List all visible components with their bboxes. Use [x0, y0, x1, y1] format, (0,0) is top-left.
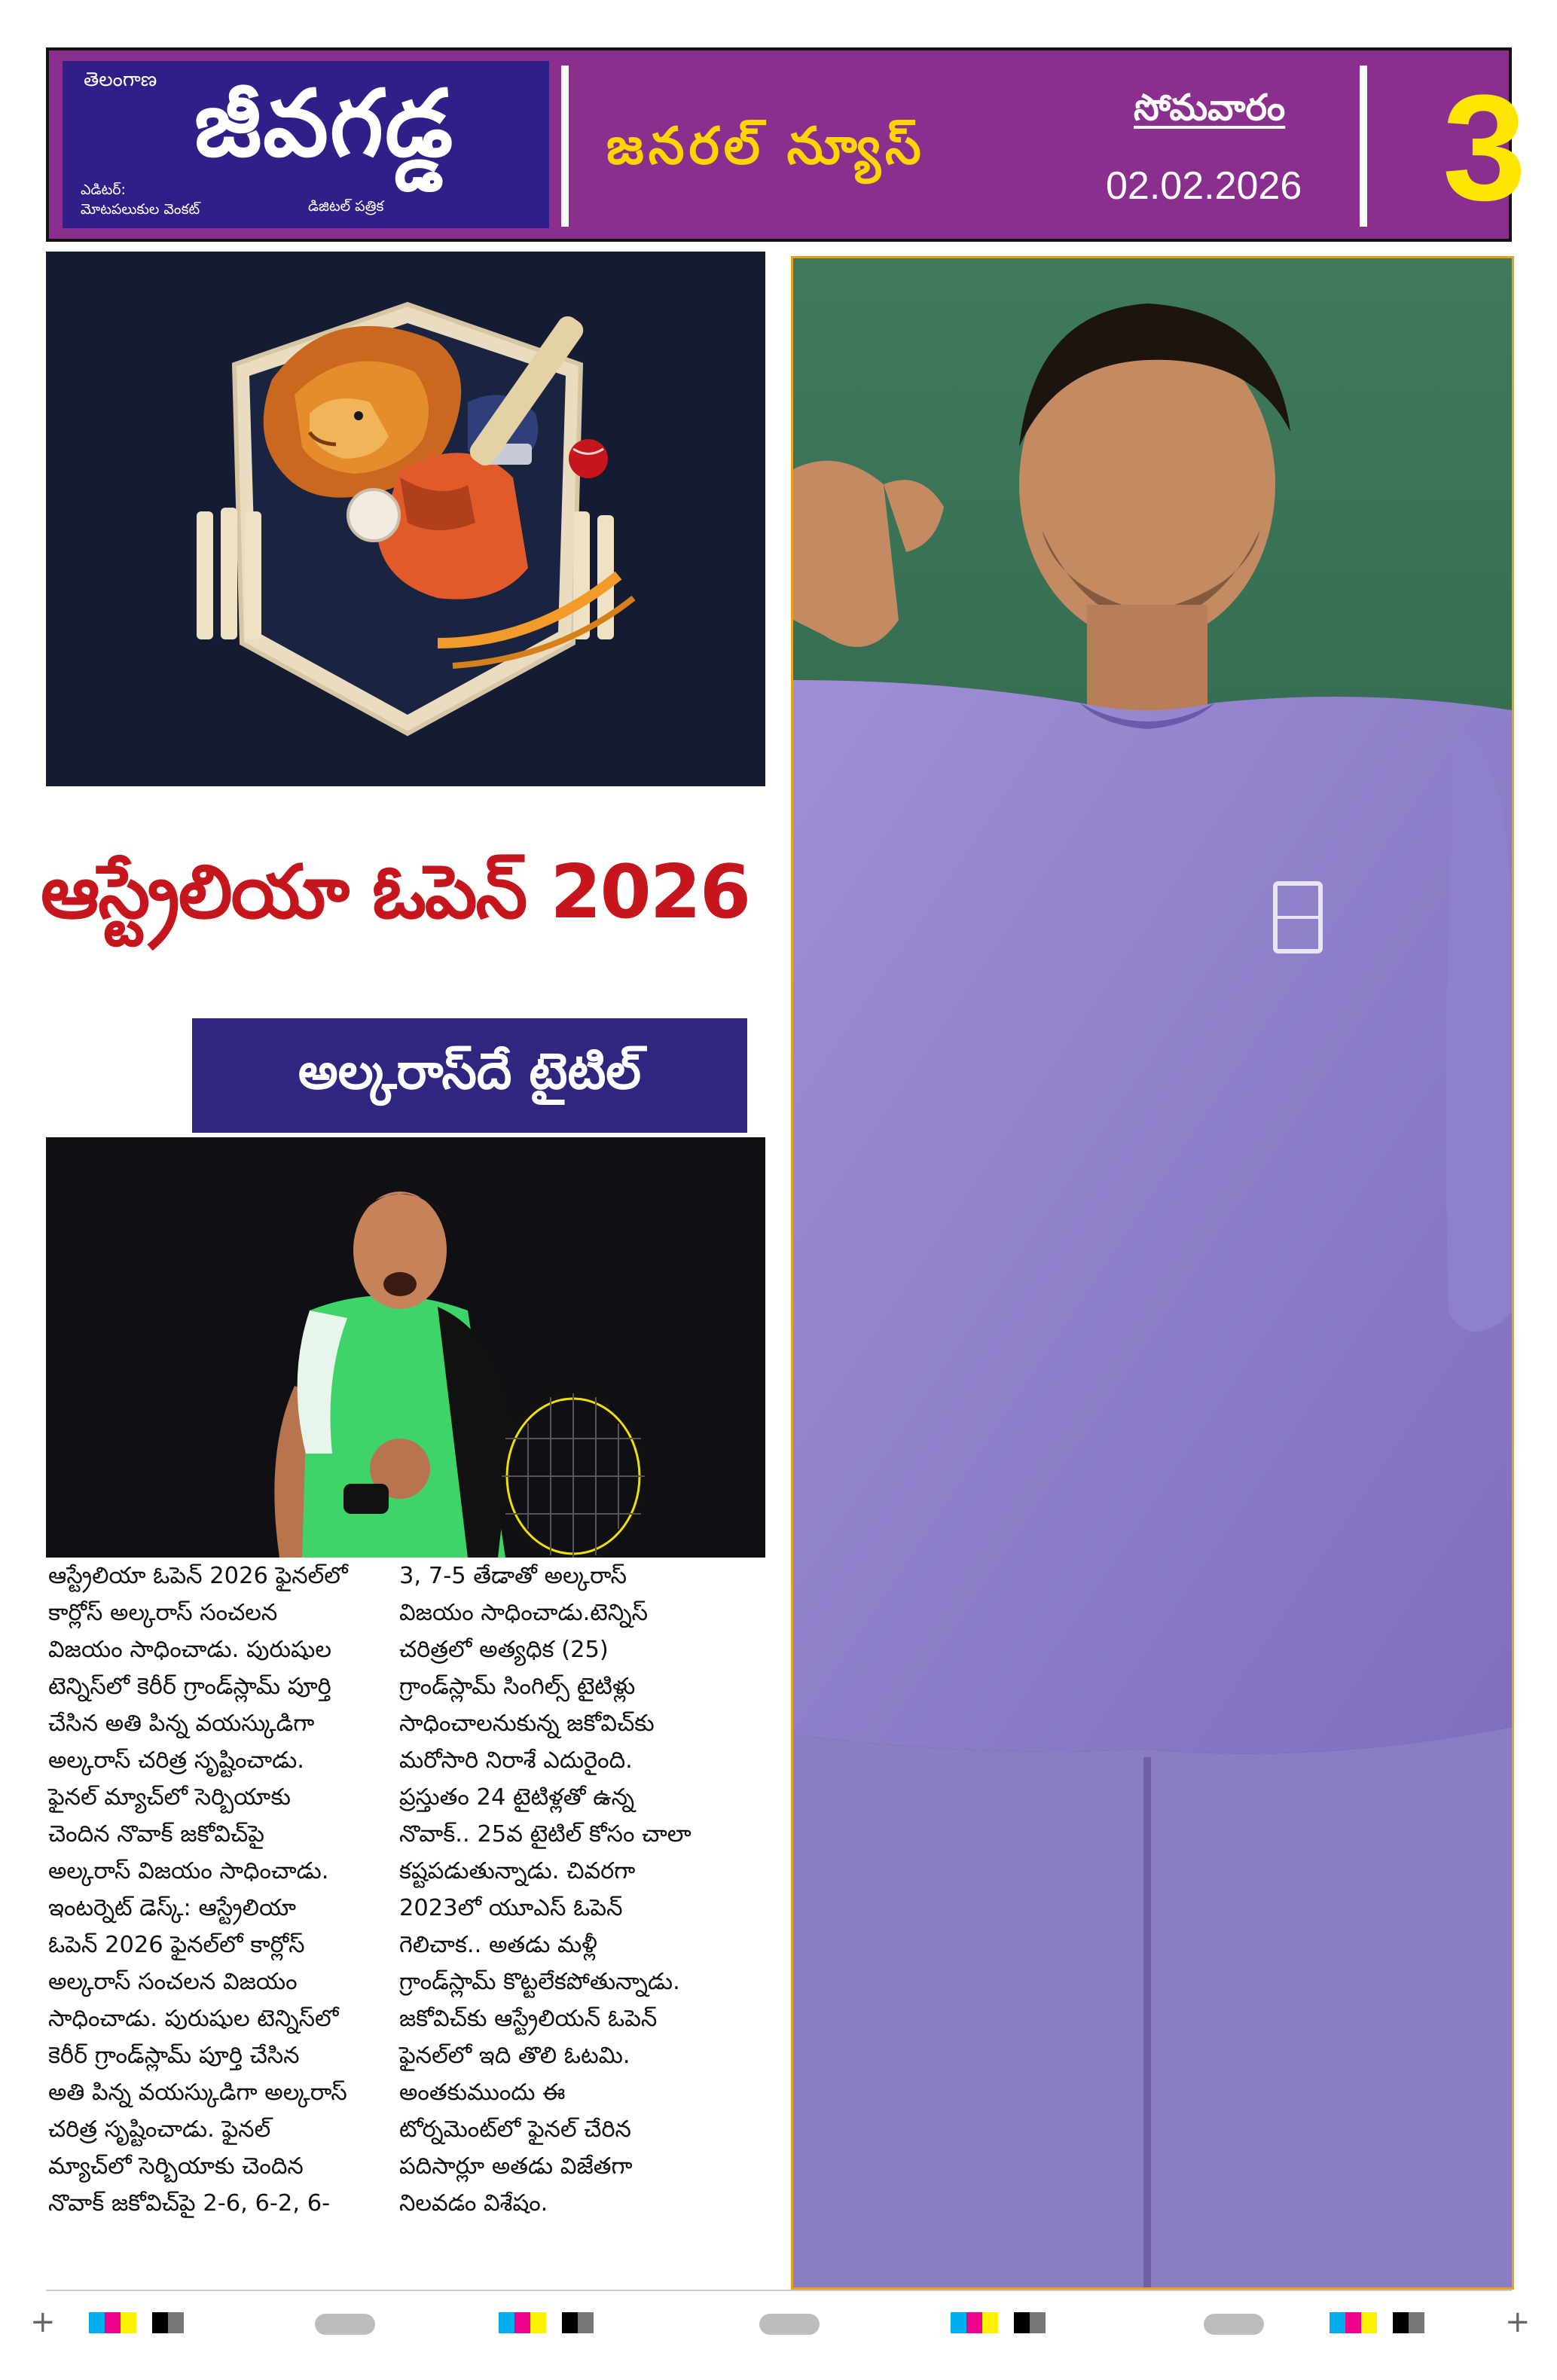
article-line: నిలవడం విశేషం. [399, 2190, 548, 2217]
article-line: ప్రస్తుతం 24 టైటిళ్లతో ఉన్న [399, 1784, 635, 1811]
cricket-emblem-image [46, 252, 765, 786]
article-line: నొవాక్ జకోవిచ్‌పై 2-6, 6-2, 6- [48, 2190, 331, 2217]
article-line: సాధించాడు. పురుషుల టెన్నిస్‌లో [48, 2006, 339, 2032]
player-portrait-photo [791, 256, 1514, 2290]
article-line: విజయం సాధించాడు.టెన్నిస్ [399, 1600, 649, 1626]
story-subheadline: అల్కరాస్‌దే టైటిల్ [298, 1042, 642, 1100]
article-line: అంతకుముందు ఈ [399, 2079, 566, 2106]
paper-type-label: డిజిటల్ పత్రిక [308, 198, 384, 215]
article-column-1 [48, 1558, 389, 2222]
player-celebrating-image [46, 1137, 765, 1558]
article-line: కెరీర్ గ్రాండ్‌స్లామ్ పూర్తి చేసిన [48, 2043, 300, 2069]
article-line: గ్రాండ్‌స్లామ్ కొట్టలేకపోతున్నాడు. [399, 1969, 680, 1995]
article-line: 3, 7-5 తేడాతో అల్కరాస్ [399, 1563, 627, 1589]
page-number: 3 [1443, 64, 1527, 232]
registration-oval [1204, 2314, 1264, 2335]
article-line: ఆస్ట్రేలియా ఓపెన్ 2026 ఫైనల్‌లో [48, 1563, 348, 1589]
article-line: విజయం సాధించాడు. పురుషుల [48, 1637, 331, 1663]
article-line: కార్లోస్ అల్కరాస్ సంచలన [48, 1600, 278, 1626]
article-line: గ్రాండ్‌స్లామ్ సింగిల్స్ టైటిళ్లు [399, 1674, 636, 1700]
article-column-2 [399, 1558, 761, 2222]
player-purple-outfit-image [793, 258, 1512, 2287]
color-bar [89, 2312, 184, 2333]
lion-cricket-icon [46, 252, 765, 786]
color-bar [499, 2312, 594, 2333]
article-line: అల్కరాస్ సంచలన విజయం [48, 1969, 298, 1995]
masthead-divider [561, 66, 569, 227]
registration-oval [315, 2314, 375, 2335]
article-line: చరిత్రలో అత్యధిక (25) [399, 1637, 609, 1663]
article-line: మ్యాచ్‌లో సెర్బియాకు చెందిన [48, 2153, 304, 2180]
article-line: ఫైనల్‌లో ఇది తొలి ఓటమి. [399, 2043, 630, 2069]
article-line: టెన్నిస్‌లో కెరీర్ గ్రాండ్‌స్లామ్ పూర్తి [48, 1674, 331, 1700]
subheadline-banner [192, 1018, 747, 1133]
logo-paper-name: జీవగడ్డ [194, 70, 455, 177]
masthead [46, 47, 1527, 242]
logo-state-label: తెలంగాణ [84, 69, 157, 91]
article-line: ఓపెన్ 2026 ఫైనల్‌లో కార్లోస్ [48, 1932, 305, 1958]
article-line: టోర్నమెంట్‌లో ఫైనల్ చేరిన [399, 2116, 631, 2143]
registration-mark-icon: + [1505, 2305, 1531, 2339]
article-line: అతి పిన్న వయస్కుడిగా అల్కరాస్ [48, 2079, 347, 2106]
registration-mark-icon: + [30, 2305, 56, 2339]
issue-date: 02.02.2026 [1106, 164, 1302, 208]
article-line: కష్టపడుతున్నాడు. చివరగా [399, 1858, 636, 1884]
masthead-divider [1360, 66, 1367, 227]
article-line: అల్కరాస్ విజయం సాధించాడు. [48, 1858, 329, 1884]
editor-label: ఎడిటర్: [81, 182, 126, 198]
article-line: మరోసారి నిరాశే ఎదురైంది. [399, 1747, 633, 1774]
article-line: ఇంటర్నెట్ డెస్క్: ఆస్ట్రేలియా [48, 1895, 296, 1921]
paper-logo[interactable] [63, 61, 549, 228]
article-line: గెలిచాక.. అతడు మళ్లీ [399, 1932, 597, 1958]
article-line: అల్కరాస్ చరిత్ర సృష్టించాడు. [48, 1747, 304, 1774]
section-title: జనరల్ న్యూస్ [606, 117, 926, 176]
article-line: సాధించాలనుకున్న జకోవిచ్‌కు [399, 1710, 655, 1737]
article-line: జకోవిచ్‌కు ఆస్ట్రేలియన్ ఓపెన్ [399, 2006, 658, 2032]
bottom-rule [46, 2290, 1512, 2291]
editor-name: మోటపలుకుల వెంకట్ [81, 201, 200, 218]
article-line: నొవాక్.. 25వ టైటిల్ కోసం చాలా [399, 1821, 691, 1848]
color-bar [1330, 2312, 1424, 2333]
article-line: చేసిన అతి పిన్న వయస్కుడిగా [48, 1710, 315, 1737]
registration-oval [759, 2314, 820, 2335]
player-celebration-photo [46, 1137, 765, 1558]
article-line: చరిత్ర సృష్టించాడు. ఫైనల్ [48, 2116, 271, 2143]
article-line: పదిసార్లూ అతడు విజేతగా [399, 2153, 633, 2180]
story-headline: ఆస్ట్రేలియా ఓపెన్ 2026 [41, 850, 750, 935]
logo-editor-credit [81, 180, 200, 219]
article-line: 2023లో యూఎస్ ఓపెన్ [399, 1895, 623, 1921]
color-bar [951, 2312, 1046, 2333]
article-line: చెందిన నొవాక్ జకోవిచ్‌పై [48, 1821, 264, 1848]
article-line: ఫైనల్ మ్యాచ్‌లో సెర్బియాకు [48, 1784, 291, 1811]
issue-day: సోమవారం [1134, 87, 1286, 129]
